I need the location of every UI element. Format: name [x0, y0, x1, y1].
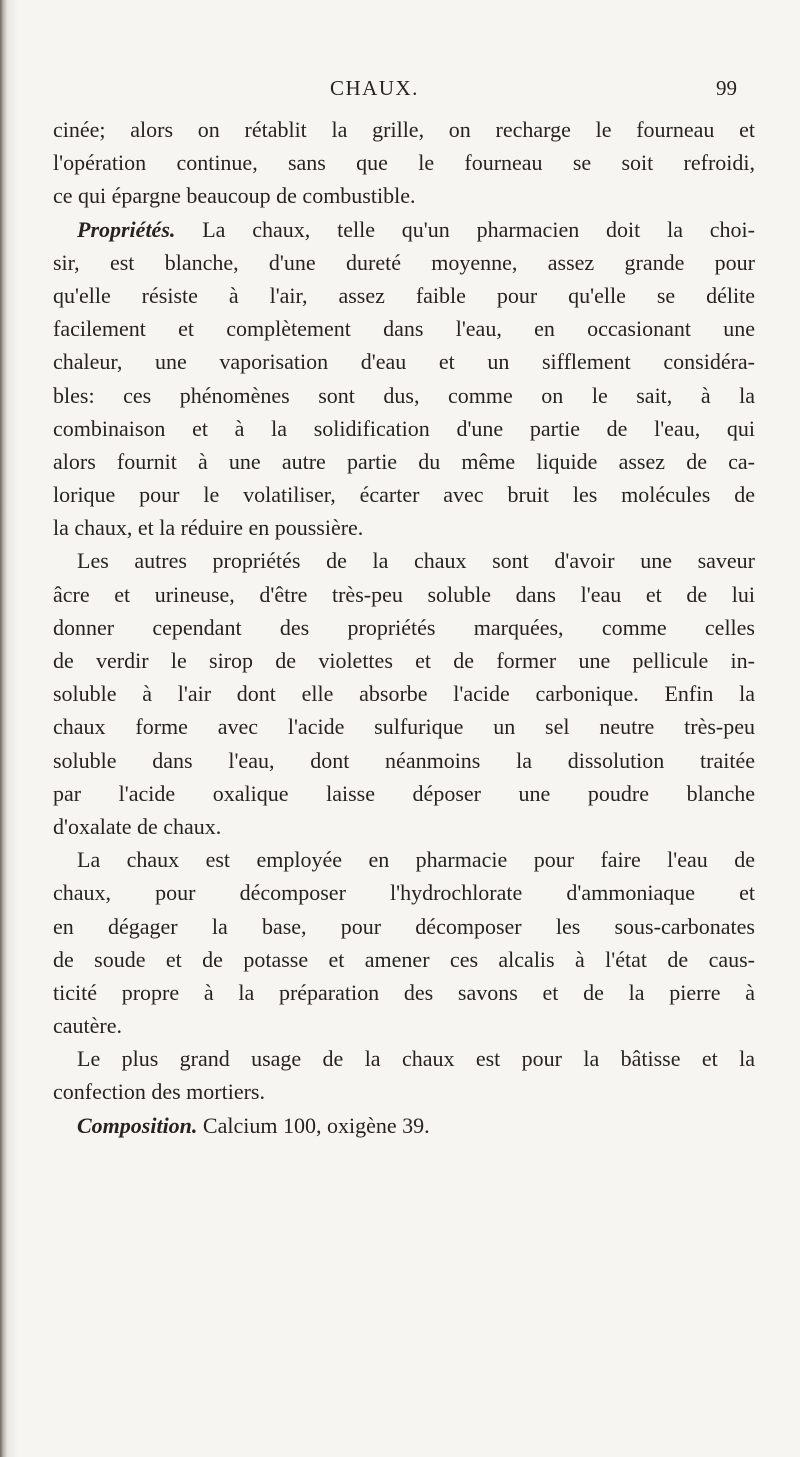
text-line: soluble dans l'eau, dont néanmoins la dissolution traitée — [53, 747, 755, 773]
text-line: sir, est blanche, d'une dureté moyenne, assez grande pour — [53, 249, 755, 275]
text-line: confection des mortiers. — [53, 1079, 265, 1105]
running-title: CHAUX. — [330, 76, 419, 100]
text-line: chaux forme avec l'acide sulfurique un sel neutre très-peu — [53, 714, 755, 740]
paragraph-proprietes-first-line — [53, 213, 755, 246]
text-line: bles: ces phénomènes sont dus, comme on le sait, à la — [53, 382, 755, 408]
paragraph-composition-line — [53, 1109, 755, 1142]
text-line: combinaison et à la solidification d'une partie de l'eau, qui — [53, 415, 755, 441]
text-line: d'oxalate de chaux. — [53, 813, 222, 839]
text-line: la chaux, et la réduire en poussière. — [53, 515, 364, 541]
heading-composition: Composition. — [77, 1112, 198, 1138]
text-line: ce qui épargne beaucoup de combustible. — [53, 183, 416, 209]
text-line: par l'acide oxalique laisse déposer une poudre blanche — [53, 780, 755, 806]
body-text — [53, 113, 755, 1142]
heading-proprietes: Propriétés. — [77, 216, 176, 242]
text-line: lorique pour le volatiliser, écarter avec bruit les molécules de — [53, 482, 755, 508]
page-binding-shadow — [8, 0, 18, 1457]
text-line: facilement et complètement dans l'eau, en occasionant une — [53, 316, 755, 342]
text-line: qu'elle résiste à l'air, assez faible pour qu'elle se délite — [53, 282, 755, 308]
text-line: La chaux, telle qu'un pharmacien doit la choi- — [202, 216, 755, 242]
text-line: chaux, pour décomposer l'hydrochlorate d'ammoniaque et — [53, 880, 755, 906]
text-line: cinée; alors on rétablit la grille, on recharge le fourneau et — [53, 117, 755, 142]
text-line: âcre et urineuse, d'être très-peu soluble dans l'eau et de lui — [53, 581, 755, 607]
page-binding-edge — [0, 0, 8, 1457]
text-line: La chaux est employée en pharmacie pour faire l'eau de — [77, 847, 755, 873]
text-line: Calcium 100, oxigène 39. — [202, 1112, 430, 1138]
text-line: soluble à l'air dont elle absorbe l'acide carbonique. Enfin la — [53, 681, 755, 707]
text-line: donner cependant des propriétés marquées, comme celles — [53, 614, 755, 640]
text-line: Le plus grand usage de la chaux est pour la bâtisse et la — [77, 1046, 755, 1072]
page-number: 99 — [716, 76, 737, 100]
text-line: ticité propre à la préparation des savons et de la pierre à — [53, 979, 755, 1005]
text-line: alors fournit à une autre partie du même liquide assez de ca- — [53, 448, 755, 474]
text-line: chaleur, une vaporisation d'eau et un sifflement considéra- — [53, 349, 755, 375]
text-line: cautère. — [53, 1013, 122, 1039]
text-line: l'opération continue, sans que le fourneau se soit refroidi, — [53, 150, 755, 176]
text-line: Les autres propriétés de la chaux sont d'avoir une saveur — [77, 548, 755, 574]
text-line: en dégager la base, pour décomposer les sous-carbonates — [53, 913, 755, 939]
text-line: de verdir le sirop de violettes et de former une pellicule in- — [53, 648, 755, 673]
page-header — [0, 68, 800, 108]
text-line: de soude et de potasse et amener ces alcalis à l'état de caus- — [53, 946, 755, 972]
